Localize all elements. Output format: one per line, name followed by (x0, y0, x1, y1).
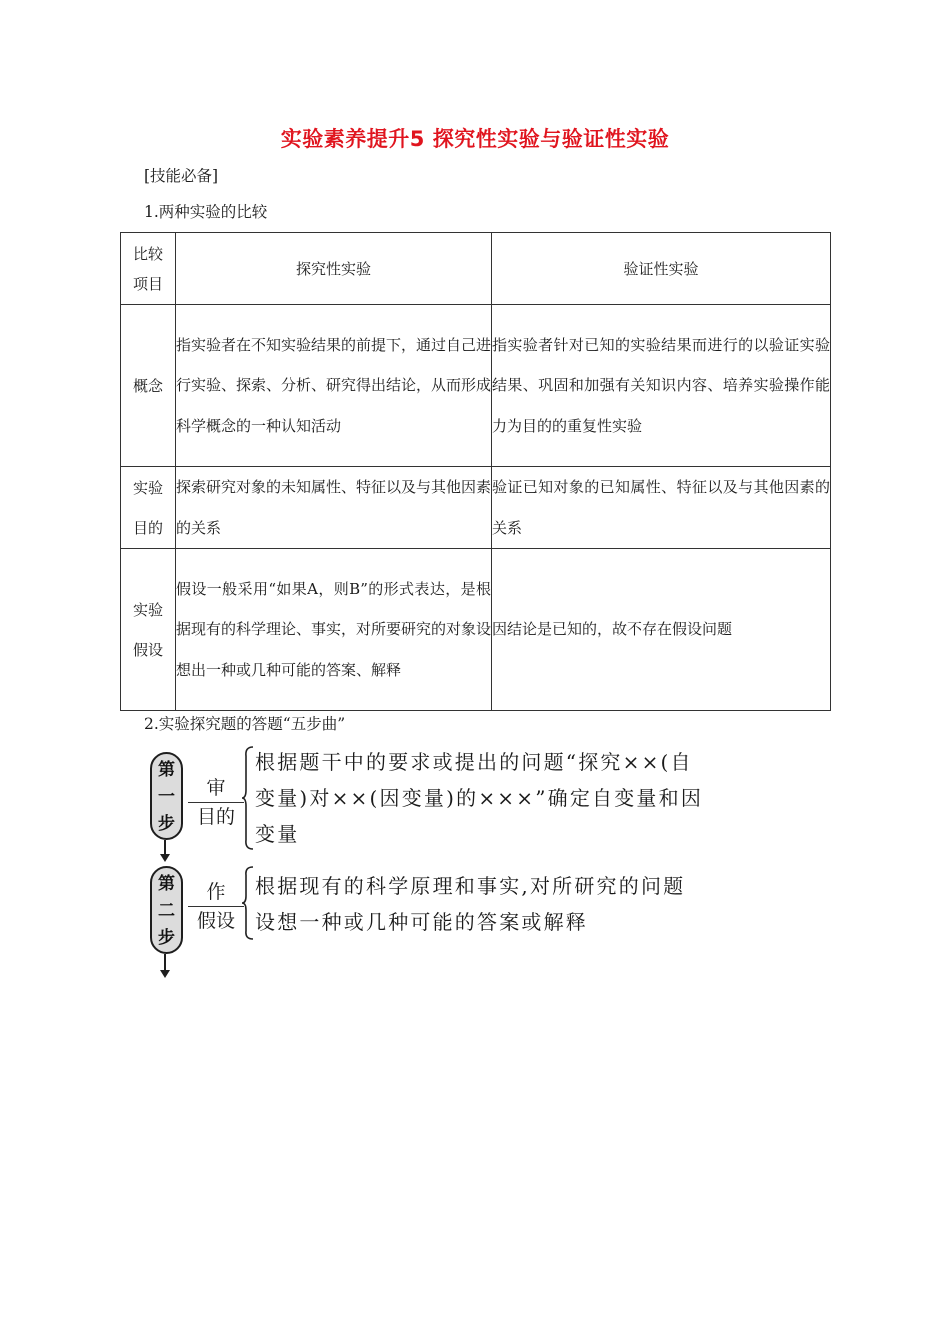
cell-exploratory-hypothesis: 假设一般采用“如果A，则B”的形式表达，是根据现有的科学理论、事实，对所要研究的对象设想出一种或几种可能的答案、解释 (176, 549, 492, 711)
row-label-hypothesis (121, 549, 176, 711)
header-exploratory: 探究性实验 (176, 233, 492, 305)
row-label-text: 实验 目的 (132, 478, 163, 537)
step-badge-1-text: 第 一 步 (158, 760, 175, 834)
header-verification: 验证性实验 (492, 233, 831, 305)
header-compare-item (121, 233, 176, 305)
row-label-concept (121, 305, 176, 467)
cell-exploratory-purpose: 探索研究对象的未知属性、特征以及与其他因素的关系 (176, 467, 492, 549)
five-steps-diagram (150, 744, 710, 984)
step-1-action-top: 审 (188, 774, 244, 803)
step-2-action-bottom: 假设 (196, 910, 235, 932)
step-1-text: 根据题干中的要求或提出的问题“探究××(自变量)对××(因变量)的×××”确定自变量和因变量 (255, 750, 704, 846)
cell-verification-hypothesis: 因结论是已知的，故不存在假设问题 (492, 549, 831, 711)
step-badge-1 (150, 752, 183, 840)
header-compare-item-text: 比较 项目 (132, 244, 163, 293)
step-2-action-top: 作 (188, 878, 244, 907)
row-label-text: 概念 (132, 376, 163, 395)
down-arrow-icon (164, 840, 166, 856)
section-tag: [技能必备] (144, 167, 219, 185)
left-brace-icon (242, 746, 254, 850)
table-row (121, 467, 831, 549)
step-badge-2 (150, 866, 183, 954)
heading-comparison: 1.两种实验的比较 (144, 203, 268, 221)
row-label-purpose (121, 467, 176, 549)
table-row (121, 305, 831, 467)
comparison-table (120, 232, 831, 711)
down-arrow-icon (164, 954, 166, 972)
cell-verification-purpose: 验证已知对象的已知属性、特征以及与其他因素的关系 (492, 467, 831, 549)
table-header-row (121, 233, 831, 305)
heading-five-steps: 2.实验探究题的答题“五步曲” (144, 715, 346, 733)
table-row (121, 549, 831, 711)
cell-exploratory-concept: 指实验者在不知实验结果的前提下，通过自己进行实验、探索、分析、研究得出结论，从而形成科学概念的一种认知活动 (176, 305, 492, 467)
left-brace-icon (242, 866, 254, 940)
step-1-action (188, 774, 244, 831)
page-title: 实验素养提升5 探究性实验与验证性实验 (280, 127, 670, 151)
step-2-text: 根据现有的科学原理和事实,对所研究的问题设想一种或几种可能的答案或解释 (255, 874, 686, 934)
step-badge-2-text: 第 二 步 (158, 874, 175, 948)
cell-verification-concept: 指实验者针对已知的实验结果而进行的以验证实验结果、巩固和加强有关知识内容、培养实验操作能力为目的的重复性实验 (492, 305, 831, 467)
step-2-action (188, 878, 244, 935)
row-label-text: 实验 假设 (132, 600, 163, 659)
step-1-action-bottom: 目的 (196, 806, 235, 828)
